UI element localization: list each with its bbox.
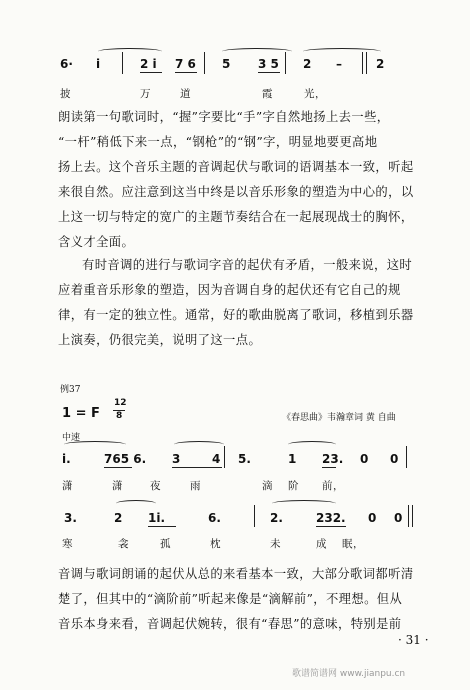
text-line: 来很自然。应注意到这当中终是以音乐形象的塑造为中心的，以	[58, 185, 414, 199]
slur	[272, 500, 336, 507]
beam	[148, 526, 176, 527]
note: i.	[62, 452, 71, 466]
lyric: 万	[140, 88, 151, 100]
note: 3	[172, 452, 181, 466]
beam	[104, 467, 132, 468]
lyric: 霞	[262, 88, 273, 100]
lyric: 孤	[160, 538, 171, 550]
note: 0	[368, 511, 377, 525]
paragraph-2	[58, 253, 442, 353]
note: 232.	[316, 511, 346, 525]
barline	[366, 52, 367, 74]
note: 5.	[238, 452, 251, 466]
tempo-marking: 中速	[62, 433, 81, 443]
text-line: 扬上去。这个音乐主题的音调起伏与歌词的语调基本一致，听起	[58, 160, 414, 174]
beam	[175, 72, 197, 73]
slur	[116, 500, 156, 507]
text-line: 含义才全面。	[58, 235, 135, 249]
note: 0	[390, 452, 399, 466]
slur	[64, 441, 126, 448]
barline	[408, 505, 409, 527]
note-6-dot: 6·	[60, 57, 73, 71]
note-2-1: 2 i	[140, 57, 157, 71]
note-1-high: i	[96, 57, 101, 71]
key-signature: 1 = F	[62, 406, 100, 421]
slur	[174, 441, 224, 448]
note: 2	[114, 511, 123, 525]
watermark: 歌谱简谱网 www.jianpu.cn	[292, 669, 406, 679]
text-line: 有时音调的进行与歌词字音的起伏有矛盾，一般来说，这时	[82, 258, 413, 272]
text-line: 应着重音乐形象的塑造，因为音调自身的起伏还有它自己的规	[58, 283, 401, 297]
text-line: 楚了，但其中的“滴阶前”听起来像是“滴解前”，不理想。但从	[58, 592, 403, 606]
lyric: 雨	[190, 480, 201, 492]
beam	[322, 467, 336, 468]
lyric: 衾	[118, 538, 129, 550]
dash: –	[336, 57, 342, 71]
text-line: 上演奏，仍很完美，说明了这一点。	[58, 333, 262, 347]
barline	[204, 52, 205, 74]
note: 6.	[208, 511, 221, 525]
note: 3.	[64, 511, 77, 525]
paragraph-1	[58, 105, 442, 255]
lyric: 夜	[150, 480, 161, 492]
lyric: 道	[180, 88, 191, 100]
text-line: 音调与歌词朗诵的起伏从总的来看基本一致，大部分歌词都听清	[58, 567, 414, 581]
text-line: “一杆”稍低下来一点，“钢枪”的“钢”字，明显地要更高地	[58, 135, 378, 149]
barline	[285, 52, 286, 74]
note-2: 2	[303, 57, 312, 71]
barline	[362, 52, 363, 74]
lyric: 前，	[322, 480, 344, 492]
slur	[98, 48, 162, 55]
lyric: 披	[60, 88, 71, 100]
beam	[172, 467, 222, 468]
note: 23.	[322, 452, 344, 466]
example-label: 例37	[60, 385, 81, 395]
barline	[254, 505, 255, 527]
barline	[412, 505, 413, 527]
beam	[140, 72, 162, 73]
meter-bottom: 8	[116, 411, 123, 421]
note: 1i.	[148, 511, 166, 525]
barline	[406, 446, 407, 468]
song-source: 《春思曲》韦瀚章词 黄 自曲	[282, 413, 396, 423]
note: 765 6.	[104, 452, 147, 466]
note-7-6: 7 6	[175, 57, 196, 71]
note: 0	[394, 511, 403, 525]
lyric: 潇	[62, 480, 73, 492]
meter-top: 12	[114, 398, 127, 408]
note-3-5: 3 5	[258, 57, 279, 71]
page-number: · 31 ·	[398, 633, 429, 647]
slur	[288, 441, 336, 448]
note: 2.	[270, 511, 283, 525]
text-line: 律，有一定的独立性。通常，好的歌曲脱离了歌词，移植到乐器	[58, 308, 414, 322]
note-5: 5	[222, 57, 231, 71]
lyric: 枕	[210, 538, 221, 550]
lyric: 眠，	[342, 538, 364, 550]
lyric: 阶	[288, 480, 299, 492]
note-2: 2	[376, 57, 385, 71]
lyric: 潇	[112, 480, 123, 492]
beam	[258, 72, 280, 73]
lyric: 光，	[304, 88, 326, 100]
lyric: 未	[270, 538, 281, 550]
lyric: 成	[316, 538, 327, 550]
note: 0	[360, 452, 369, 466]
text-line: 音乐本身来看，音调起伏婉转，很有“春思”的意味，特别是前	[58, 617, 402, 631]
note: 4	[212, 452, 221, 466]
beam	[316, 526, 346, 527]
barline	[122, 52, 123, 74]
note: 1	[288, 452, 297, 466]
paragraph-3	[58, 562, 442, 637]
text-line: 上这一切与特定的宽广的主题节奏结合在一起展现战士的胸怀，	[58, 210, 414, 224]
lyric: 滴	[262, 480, 273, 492]
text-line: 朗读第一句歌词时，“握”字要比“手”字自然地扬上去一些，	[58, 110, 390, 124]
slur	[222, 48, 292, 55]
slur	[303, 48, 381, 55]
lyric: 寒	[62, 538, 73, 550]
barline	[224, 446, 225, 468]
